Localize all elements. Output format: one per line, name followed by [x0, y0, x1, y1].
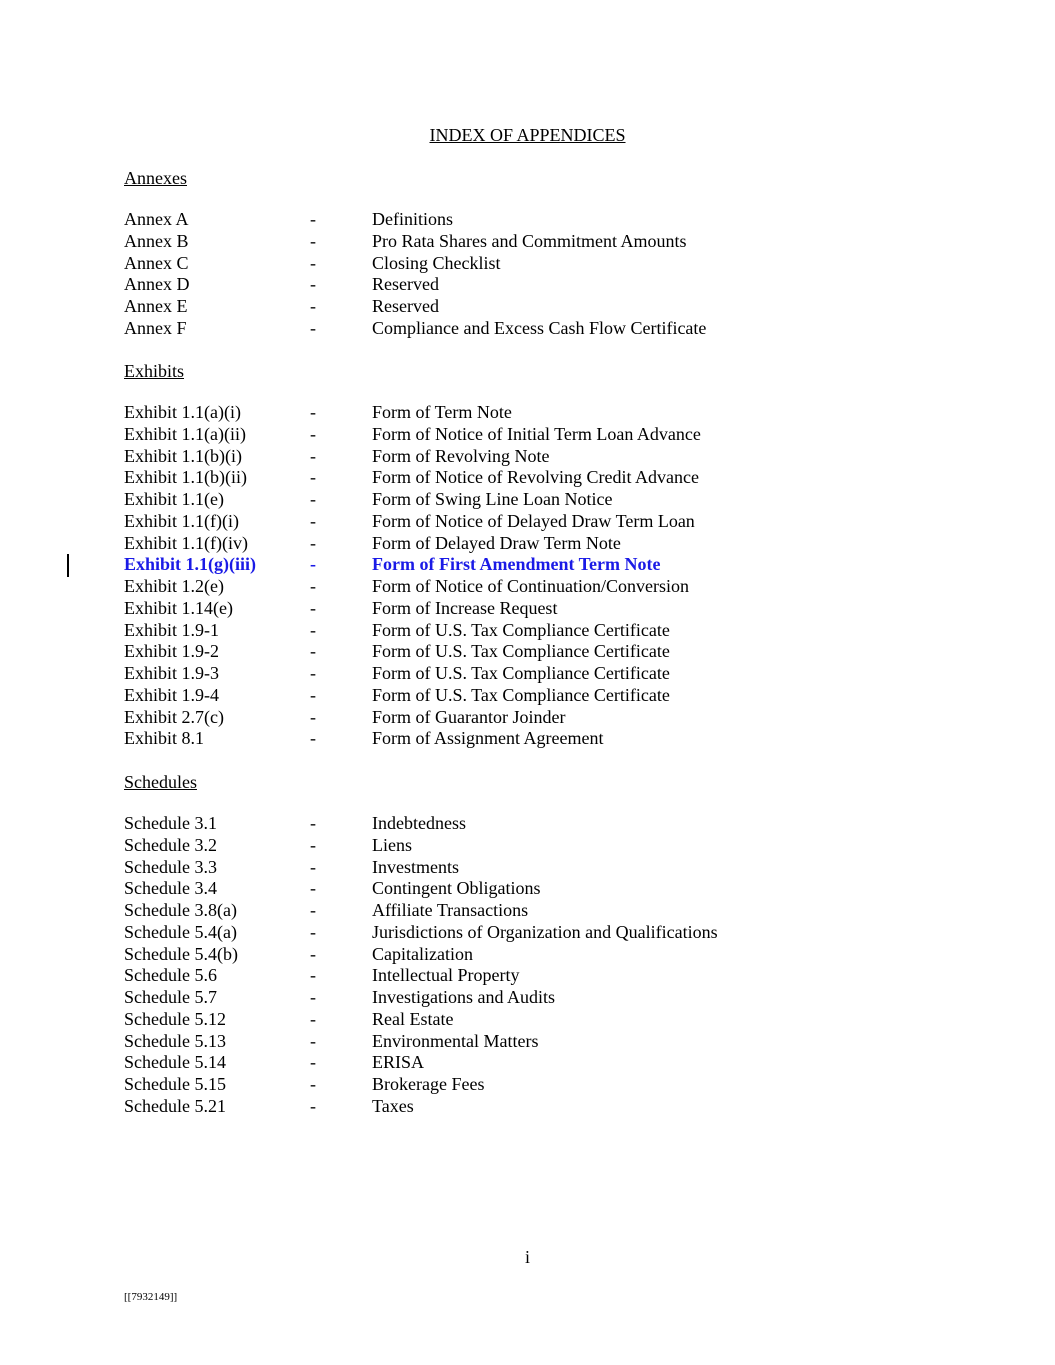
item-ref: Schedule 3.8(a): [124, 900, 237, 920]
item-description: Brokerage Fees: [372, 1074, 485, 1094]
item-dash: -: [310, 684, 316, 705]
item-dash: -: [310, 510, 316, 531]
item-ref: Exhibit 1.14(e): [124, 597, 233, 618]
item-description: Form of Swing Line Loan Notice: [372, 489, 613, 509]
item-description: Form of Notice of Continuation/Conversion: [372, 576, 689, 596]
amended-item-description[interactable]: Form of First Amendment Term Note: [372, 554, 661, 575]
item-ref: Schedule 5.7: [124, 987, 217, 1007]
list-item: [124, 318, 824, 340]
item-ref: Annex E: [124, 296, 188, 316]
list-item: [124, 576, 824, 598]
item-description: Indebtedness: [372, 813, 466, 833]
list-item: [124, 209, 824, 231]
amended-item-dash[interactable]: -: [310, 554, 316, 575]
item-description: Form of Term Note: [372, 402, 512, 422]
item-ref: Schedule 3.4: [124, 878, 217, 899]
item-dash: -: [310, 641, 316, 662]
item-dash: -: [310, 1008, 316, 1029]
item-ref: Annex A: [124, 209, 189, 229]
item-dash: -: [310, 274, 316, 295]
list-item: [124, 231, 824, 253]
item-description: Investments: [372, 856, 459, 877]
annexes-list: [124, 209, 824, 340]
item-description: Form of Notice of Initial Term Loan Advance: [372, 423, 701, 444]
list-item: [124, 620, 824, 642]
item-description: Form of U.S. Tax Compliance Certificate: [372, 619, 670, 640]
item-dash: -: [310, 878, 316, 899]
list-item: [124, 900, 824, 922]
item-description: Form of Guarantor Joinder: [372, 706, 566, 727]
list-item: [124, 813, 824, 835]
item-description: Form of Delayed Draw Term Note: [372, 532, 621, 553]
item-dash: -: [310, 489, 316, 509]
item-ref: Annex D: [124, 274, 190, 295]
item-ref: Annex C: [124, 252, 189, 273]
item-ref: Exhibit 1.1(e): [124, 489, 224, 509]
item-description: Jurisdictions of Organization and Qualifications: [372, 921, 718, 942]
item-ref: Schedule 5.6: [124, 965, 217, 986]
list-item: [124, 296, 824, 318]
item-description: Closing Checklist: [372, 252, 501, 273]
page-title: INDEX OF APPENDICES: [429, 125, 626, 145]
list-item: [124, 253, 824, 275]
item-dash: -: [310, 1030, 316, 1051]
item-ref: Schedule 5.15: [124, 1074, 226, 1094]
exhibits-heading: Exhibits: [124, 361, 185, 381]
list-item: [124, 1074, 824, 1096]
list-item: [124, 728, 824, 750]
list-item: [124, 1031, 824, 1053]
list-item: [124, 685, 824, 707]
item-ref: Schedule 3.2: [124, 834, 217, 855]
item-ref: Exhibit 1.1(a)(i): [124, 402, 241, 422]
item-ref: Exhibit 1.1(f)(i): [124, 510, 239, 531]
list-item: [124, 922, 824, 944]
item-ref: Exhibit 1.9-1: [124, 619, 219, 640]
item-dash: -: [310, 619, 316, 640]
list-item: [124, 489, 824, 511]
item-description: Form of Assignment Agreement: [372, 728, 604, 749]
item-dash: -: [310, 728, 316, 749]
item-dash: -: [310, 252, 316, 273]
item-ref: Exhibit 1.1(b)(i): [124, 445, 242, 466]
item-ref: Exhibit 1.1(f)(iv): [124, 532, 248, 553]
list-item: [124, 987, 824, 1009]
item-description: Affiliate Transactions: [372, 900, 529, 920]
item-dash: -: [310, 856, 316, 877]
list-item: [124, 1096, 824, 1118]
schedules-list: [124, 813, 824, 1118]
list-item: [124, 598, 824, 620]
item-ref: Schedule 5.21: [124, 1095, 226, 1116]
list-item: [124, 707, 824, 729]
item-ref: Exhibit 1.1(b)(ii): [124, 467, 247, 488]
list-item: [124, 857, 824, 879]
item-dash: -: [310, 1052, 316, 1073]
item-description: Reserved: [372, 296, 439, 316]
item-dash: -: [310, 532, 316, 553]
item-ref: Exhibit 1.9-2: [124, 641, 219, 662]
list-item: [124, 663, 824, 685]
item-dash: -: [310, 663, 316, 683]
item-ref: Schedule 5.4(b): [124, 943, 238, 964]
item-description: Form of U.S. Tax Compliance Certificate: [372, 684, 670, 705]
item-description: Definitions: [372, 209, 453, 229]
item-dash: -: [310, 900, 316, 920]
item-description: Reserved: [372, 274, 439, 295]
item-dash: -: [310, 834, 316, 855]
item-description: Form of U.S. Tax Compliance Certificate: [372, 641, 670, 662]
item-dash: -: [310, 230, 316, 251]
item-dash: -: [310, 296, 316, 316]
list-item: [124, 965, 824, 987]
item-description: Intellectual Property: [372, 965, 520, 986]
item-dash: -: [310, 987, 316, 1007]
item-dash: -: [310, 943, 316, 964]
list-item: [124, 878, 824, 900]
page-number: i: [524, 1247, 530, 1267]
item-ref: Schedule 3.3: [124, 856, 217, 877]
item-description: Form of Increase Request: [372, 597, 558, 618]
item-dash: -: [310, 576, 316, 596]
item-dash: -: [310, 1095, 316, 1116]
item-description: Real Estate: [372, 1008, 454, 1029]
list-item: [124, 446, 824, 468]
item-description: Pro Rata Shares and Commitment Amounts: [372, 230, 687, 251]
item-description: Form of U.S. Tax Compliance Certificate: [372, 663, 670, 683]
item-dash: -: [310, 813, 316, 833]
list-item: [124, 511, 824, 533]
item-dash: -: [310, 445, 316, 466]
exhibits-list: [124, 402, 824, 750]
item-description: Capitalization: [372, 943, 473, 964]
annexes-heading: Annexes: [124, 168, 187, 188]
item-description: Investigations and Audits: [372, 987, 555, 1007]
list-item: [124, 274, 824, 296]
list-item: [124, 402, 824, 424]
amended-item-ref[interactable]: Exhibit 1.1(g)(iii): [124, 554, 257, 575]
list-item: [124, 1052, 824, 1074]
item-dash: -: [310, 209, 316, 229]
item-ref: Annex F: [124, 317, 187, 338]
item-ref: Exhibit 8.1: [124, 728, 204, 749]
item-description: Form of Notice of Revolving Credit Advance: [372, 467, 699, 488]
list-item: [124, 944, 824, 966]
schedules-heading: Schedules: [124, 772, 197, 792]
item-ref: Schedule 5.14: [124, 1052, 226, 1073]
item-ref: Exhibit 1.2(e): [124, 576, 224, 596]
item-description: ERISA: [372, 1052, 425, 1073]
item-description: Environmental Matters: [372, 1030, 539, 1051]
item-ref: Schedule 5.4(a): [124, 921, 237, 942]
item-description: Form of Notice of Delayed Draw Term Loan: [372, 510, 695, 531]
item-dash: -: [310, 1074, 316, 1094]
document-id: [[7932149]]: [124, 1291, 178, 1303]
item-ref: Exhibit 1.9-3: [124, 663, 219, 683]
item-description: Liens: [372, 834, 412, 855]
list-item: [124, 835, 824, 857]
item-dash: -: [310, 921, 316, 942]
item-dash: -: [310, 706, 316, 727]
item-description: Form of Revolving Note: [372, 445, 550, 466]
item-description: Compliance and Excess Cash Flow Certificate: [372, 317, 707, 338]
item-dash: -: [310, 423, 316, 444]
item-dash: -: [310, 317, 316, 338]
item-dash: -: [310, 467, 316, 488]
revision-change-bar: [67, 554, 69, 577]
item-ref: Schedule 3.1: [124, 813, 217, 833]
list-item: [124, 467, 824, 489]
item-ref: Exhibit 2.7(c): [124, 706, 224, 727]
item-ref: Exhibit 1.1(a)(ii): [124, 423, 246, 444]
item-ref: Exhibit 1.9-4: [124, 684, 219, 705]
item-ref: Annex B: [124, 230, 189, 251]
item-ref: Schedule 5.13: [124, 1030, 226, 1051]
item-ref: Schedule 5.12: [124, 1008, 226, 1029]
list-item: [124, 533, 824, 555]
list-item: [124, 424, 824, 446]
item-dash: -: [310, 965, 316, 986]
item-dash: -: [310, 402, 316, 422]
item-dash: -: [310, 597, 316, 618]
list-item: [124, 1009, 824, 1031]
amended-list-item[interactable]: [124, 554, 824, 576]
list-item: [124, 641, 824, 663]
item-description: Contingent Obligations: [372, 878, 541, 899]
item-description: Taxes: [372, 1095, 414, 1116]
